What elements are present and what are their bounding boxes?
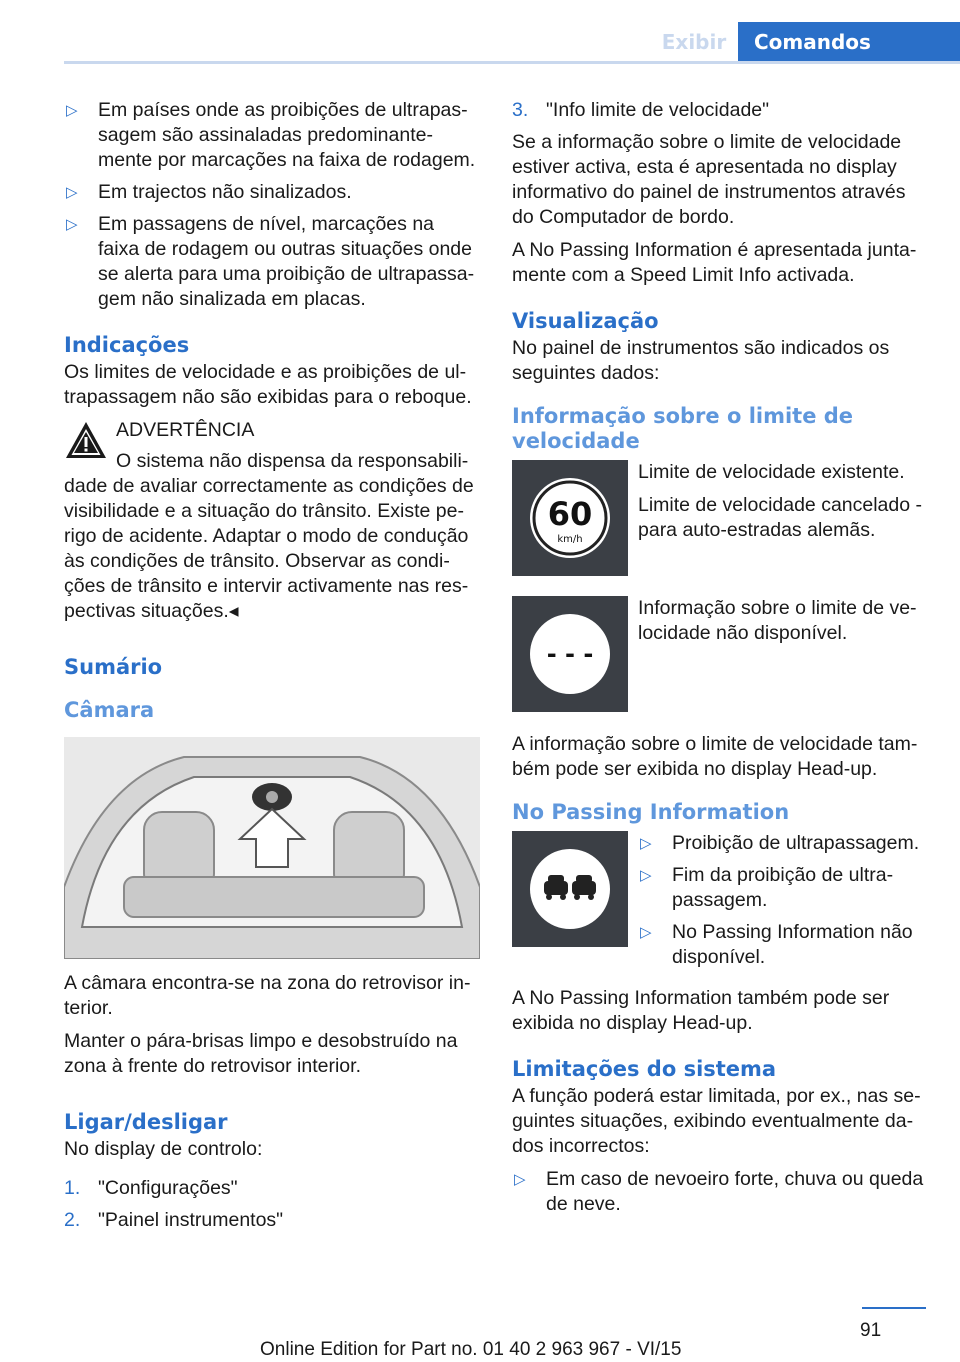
section-title-limitacoes: Limitações do sistema xyxy=(512,1057,777,1081)
tab-comandos[interactable]: Comandos xyxy=(738,22,960,62)
speed-limit-unavailable-icon xyxy=(512,596,628,712)
no-passing-list xyxy=(638,831,928,970)
end-mark-icon: ◂ xyxy=(228,600,239,622)
warning-block xyxy=(64,418,480,624)
subsection-title-no-passing: No Passing Information xyxy=(512,800,790,824)
triangle-right-icon: ▷ xyxy=(66,215,78,233)
steps-list-continued xyxy=(512,98,928,123)
no-passing-sign-icon xyxy=(512,831,628,947)
triangle-right-icon: ▷ xyxy=(66,183,78,201)
sign1-line-1: Limite de velocidade existente. xyxy=(638,461,905,483)
limitacoes-list xyxy=(512,1167,928,1217)
header-rule xyxy=(64,61,960,64)
triangle-right-icon: ▷ xyxy=(514,1170,526,1188)
tab-exibir[interactable]: Exibir xyxy=(661,30,727,54)
section-title-ligar: Ligar/desligar xyxy=(64,1110,228,1134)
right-column xyxy=(512,98,928,1225)
section-title-visualizacao: Visualização xyxy=(512,309,659,333)
speed-limit-unavailable-row xyxy=(512,596,928,716)
bullet-list-top xyxy=(64,98,480,312)
list-item: ▷ Em trajectos não sinalizados. xyxy=(66,181,352,203)
speed-value: 60 xyxy=(547,495,593,533)
list-item: ▷ Proibição de ultrapassagem. xyxy=(640,832,920,854)
subsection-title-info-limite: Informação sobre o limite de velocidade xyxy=(512,404,854,453)
sign1-line-2: Limite de velocidade cancelado - para auto-estradas alemãs. xyxy=(638,494,923,541)
camera-location-illustration xyxy=(64,737,480,959)
triangle-right-icon: ▷ xyxy=(640,923,652,941)
triangle-right-icon: ▷ xyxy=(66,101,78,119)
list-item: ▷ Em países onde as proibições de ultrapas-sagem são assinaladas predominante-mente por marcações na faixa de rodagem. xyxy=(66,99,476,171)
list-item: ▷ Em caso de nevoeiro forte, chuva ou queda de neve. xyxy=(514,1168,924,1215)
warning-title: ADVERTÊNCIA xyxy=(116,419,255,441)
warning-text: dade de avaliar correctamente as condições de visibilidade e a situação do trânsito. Existe pe-rigo de acidente. Adaptar o modo de condução às condições de trânsito. Observar as condi-ções de trânsito e intervir activamente nas res-pectivas situações.◂ xyxy=(64,475,474,622)
section-title-sumario: Sumário xyxy=(64,655,163,679)
page-number: 91 xyxy=(860,1320,882,1341)
no-passing-row xyxy=(512,831,928,970)
list-item: 3. "Info limite de velocidade" xyxy=(512,99,770,121)
warning-triangle-icon xyxy=(64,420,108,460)
section-title-indicacoes: Indicações xyxy=(64,333,190,357)
info-text-2: A No Passing Information é apresentada junta-mente com a Speed Limit Info activada. xyxy=(512,239,917,286)
list-item: 2. "Painel instrumentos" xyxy=(64,1209,284,1231)
steps-list xyxy=(64,1176,480,1233)
warning-first-line: O sistema não dispensa da responsabili- xyxy=(116,450,469,472)
list-item: ▷ No Passing Information não disponível. xyxy=(640,921,913,968)
speed-limit-row xyxy=(512,460,928,580)
list-item: ▷ Fim da proibição de ultra-passagem. xyxy=(640,864,894,911)
info-text-1: Se a informação sobre o limite de velocidade estiver activa, esta é apresentada no display informativo do painel de instrumentos através do Computador de bordo. xyxy=(512,131,906,228)
triangle-right-icon: ▷ xyxy=(640,834,652,852)
footer-rule xyxy=(862,1307,926,1309)
limitacoes-text: A função poderá estar limitada, por ex., nas se-guintes situações, exibindo eventualmente da-dos incorrectos: xyxy=(512,1085,921,1157)
speed-limit-60-icon xyxy=(512,460,628,576)
triangle-right-icon: ▷ xyxy=(640,866,652,884)
info-text-3: A informação sobre o limite de velocidade tam-bém pode ser exibida no display Head-up. xyxy=(512,733,918,780)
left-column xyxy=(64,98,480,1241)
visualizacao-text: No painel de instrumentos são indicados os seguintes dados: xyxy=(512,337,890,384)
info-text-4: A No Passing Information também pode ser exibida no display Head-up. xyxy=(512,987,890,1034)
camara-text-2: Manter o pára-brisas limpo e desobstruído na zona à frente do retrovisor interior. xyxy=(64,1030,458,1077)
list-item: 1. "Configurações" xyxy=(64,1177,238,1199)
subsection-title-camara: Câmara xyxy=(64,698,155,722)
speed-unavailable-value: - - - xyxy=(546,640,594,668)
ligar-text: No display de controlo: xyxy=(64,1138,263,1160)
edition-footer: Online Edition for Part no. 01 40 2 963 967 - VI/15 xyxy=(260,1339,682,1360)
list-item: ▷ Em passagens de nível, marcações na faixa de rodagem ou outras situações onde se alerta para uma proibição de ultrapassa-gem não sinalizada em placas. xyxy=(66,213,475,310)
camara-text-1: A câmara encontra-se na zona do retrovisor in-terior. xyxy=(64,972,471,1019)
sign2-text: Informação sobre o limite de ve-locidade não disponível. xyxy=(638,597,917,644)
speed-unit: km/h xyxy=(557,534,583,545)
indicacoes-text: Os limites de velocidade e as proibições de ul-trapassagem não são exibidas para o reboque. xyxy=(64,361,472,408)
